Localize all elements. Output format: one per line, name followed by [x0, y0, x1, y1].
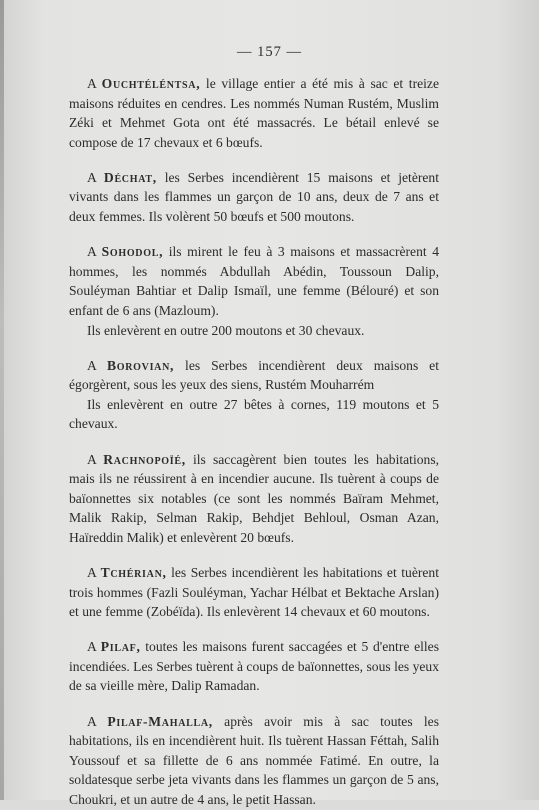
place-name: Ouchtéléntsa,: [101, 76, 201, 91]
paragraph-rachnopoie: [69, 450, 439, 548]
paragraph-prefix: A: [87, 76, 102, 91]
paragraph-dechat: [69, 168, 439, 227]
paragraph-borovian-continued: [69, 395, 439, 434]
place-name: Pilaf-Mahalla,: [107, 713, 213, 729]
paragraph-text: les Serbes incendièrent 15 maisons et jetèrent vivants dans les flammes un garçon de 10 ans, deux de 7 ans et deux femmes. Ils volèrent 50 bœufs et 500 moutons.: [69, 169, 440, 225]
paragraph-pilaf: [69, 637, 439, 696]
paragraph-borovian: [69, 356, 439, 395]
place-name: Déchat,: [103, 169, 157, 185]
page-number: — 157 —: [237, 44, 302, 60]
body-text: [69, 74, 439, 810]
paragraph-text: après avoir mis à sac toutes les habitations, ils en incendièrent huit. Ils tuèrent Hassan Féttah, Salih Youssouf et sa fillette de 6 ans nommée Fatimé. En outre, la soldatesque serbe jeta vivants dans les flammes un garçon de 5 ans, Choukri, et un autre de 4 ans, le petit Hassan.: [69, 713, 439, 807]
paragraph-prefix: A: [87, 564, 101, 580]
paragraph-text: ils saccagèrent bien toutes les habitations, mais ils ne réussirent à en incendier aucune. Ils tuèrent à coups de baïonnettes six notables (ce sont les nommés Baïram Mehmet, Malik Rakip, Selman Rakip, Behdjet Behloul, Osman Azan, Haïreddin Malik) et enlevèrent 20 bœufs.: [69, 451, 440, 545]
paragraph-prefix: A: [87, 169, 104, 185]
paragraph-text: ils mirent le feu à 3 maisons et massacrèrent 4 hommes, les nommés Abdullah Abédin, Toussoun Dalip, Souléyman Bahtiar et Dalip Ismaïl, une femme (Bélouré) et son enfant de 6 ans (Mazloum).: [69, 244, 439, 318]
paragraph-pilaf-mahalla: [69, 712, 439, 810]
paragraph-text: Ils enlevèrent en outre 27 bêtes à cornes, 119 moutons et 5 chevaux.: [69, 396, 439, 432]
paragraph-prefix: A: [87, 639, 101, 655]
paragraph-sohodol: [69, 242, 439, 320]
place-name: Tchérian,: [100, 564, 167, 580]
paragraph-text: les Serbes incendièrent deux maisons et égorgèrent, sous les yeux des siens, Rustém Mouharrém: [69, 357, 439, 393]
paragraph-text: le village entier a été mis à sac et treize maisons réduites en cendres. Les nommés Numan Rustém, Muslim Zéki et Mehmet Gota ont été massacrés. Le bétail enlevé se compose de 17 chevaux et 6 bœufs.: [69, 76, 439, 150]
paragraph-prefix: A: [87, 244, 102, 260]
paragraph-ouchtelentsa: [69, 74, 439, 152]
place-name: Rachnopoïé,: [103, 451, 186, 467]
place-name: Sohodol,: [101, 244, 164, 260]
place-name: Borovian,: [107, 357, 175, 373]
paragraph-text: Ils enlevèrent en outre 200 moutons et 30 chevaux.: [87, 322, 365, 338]
paragraph-prefix: A: [87, 357, 107, 373]
paragraph-text: les Serbes incendièrent les habitations et tuèrent trois hommes (Fazli Souléyman, Yachar Hélbat et Bektache Arslan) et une femme (Zobéïda). Ils enlevèrent 14 chevaux et 60 moutons.: [69, 564, 440, 620]
paragraph-prefix: A: [87, 713, 108, 729]
place-name: Pilaf,: [100, 639, 141, 655]
paragraph-tcherian: [69, 563, 439, 622]
page-edge-shadow: [0, 0, 4, 800]
paragraph-prefix: A: [87, 451, 104, 467]
paragraph-text: toutes les maisons furent saccagées et 5 d'entre elles incendiées. Les Serbes tuèrent à coups de baïonnettes, sous les yeux de sa vieille mère, Dalip Ramadan.: [69, 639, 440, 694]
paragraph-sohodol-continued: [69, 321, 439, 341]
